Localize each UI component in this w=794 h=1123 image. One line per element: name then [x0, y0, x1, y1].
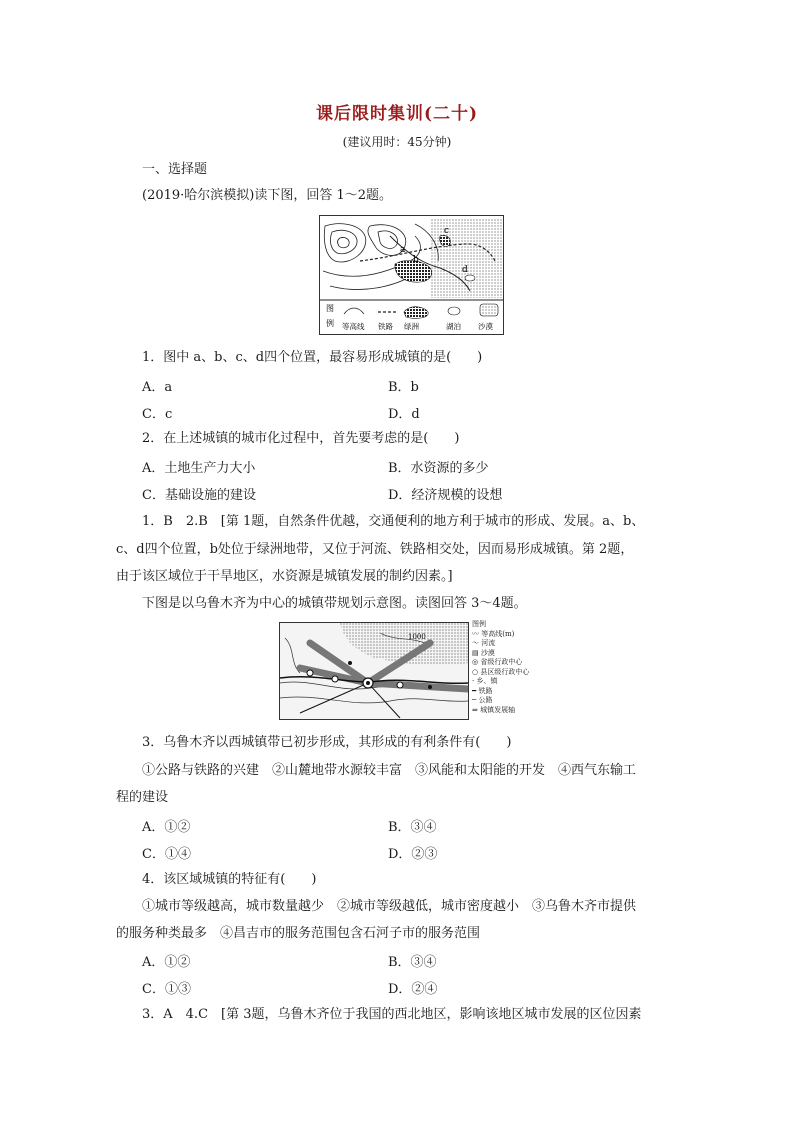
question-4-body-line2: 的服务种类最多 ④昌吉市的服务范围包含石河子市的服务范围 — [116, 926, 481, 941]
label-c: c — [444, 226, 450, 236]
question-3-stem: 3．乌鲁木齐以西城镇带已初步形成，其形成的有利条件有( ) — [142, 735, 512, 750]
answer-1-2-line2: c、d四个位置，b处位于绿洲地带，又位于河流、铁路相交处，因而易形成城镇。第 2题， — [116, 542, 634, 557]
desert-area — [430, 218, 502, 298]
oasis-map-figure — [319, 215, 504, 335]
page-subtitle: (建议用时：45分钟) — [342, 135, 452, 149]
legend-item-desert: ▤ 沙漠 — [472, 648, 495, 657]
urumqi-map-svg — [280, 623, 468, 719]
page-title: 课后限时集训(二十) — [315, 104, 479, 124]
legend-desert: 沙漠 — [478, 322, 493, 331]
q1-option-a[interactable]: A．a — [142, 380, 173, 395]
legend-label-top: 图 — [326, 304, 334, 313]
q4-option-a[interactable]: A．①② — [142, 955, 191, 970]
section-heading: 一、选择题 — [142, 162, 208, 177]
label-d: d — [462, 265, 468, 275]
legend-item-county: ○ 县区级行政中心 — [472, 667, 530, 676]
legend-oasis: 绿洲 — [404, 322, 419, 331]
q3-option-d[interactable]: D．②③ — [388, 847, 438, 862]
question-2-stem: 2．在上述城镇的城市化过程中，首先要考虑的是( ) — [142, 431, 460, 446]
legend-item-town: · 乡、镇 — [472, 677, 498, 685]
legend-item-railway: ━ 铁路 — [472, 686, 493, 695]
question-intro-3-4: 下图是以乌鲁木齐为中心的城镇带规划示意图。读图回答 3～4题。 — [142, 596, 527, 611]
legend-label-bottom: 例 — [326, 319, 334, 328]
legend-item-river: ～ 河流 — [472, 639, 496, 647]
legend-lake: 湖泊 — [446, 322, 461, 331]
legend-item-provincial: ◎ 省级行政中心 — [472, 658, 523, 666]
legend-lake-symbol — [448, 307, 460, 315]
q3-option-a[interactable]: A．①② — [142, 820, 191, 835]
legend-desert-symbol — [480, 304, 498, 316]
urumqi-map-legend — [472, 620, 552, 715]
q4-option-d[interactable]: D．②④ — [388, 982, 438, 997]
legend-item-axis: ⇒ 城镇发展轴 — [472, 705, 516, 714]
legend-oasis-symbol — [404, 307, 428, 319]
q2-option-a[interactable]: A．土地生产力大小 — [142, 461, 256, 476]
q4-option-b[interactable]: B．③④ — [388, 955, 437, 970]
town-2 — [348, 661, 352, 665]
question-3-body-line1: ①公路与铁路的兴建 ②山麓地带水源较丰富 ③风能和太阳能的开发 ④西气东输工 — [142, 763, 637, 778]
label-b: b — [413, 255, 419, 265]
q3-option-b[interactable]: B．③④ — [388, 820, 437, 835]
legend-heading: 图例 — [472, 620, 486, 628]
legend-railway: 铁路 — [378, 322, 393, 331]
question-4-body-line1: ①城市等级越高，城市数量越少 ②城市等级越低，城市密度越小 ③乌鲁木齐市提供 — [142, 899, 637, 914]
q2-option-d[interactable]: D．经济规模的设想 — [388, 488, 503, 503]
answer-1-2-line3: 由于该区域位于干旱地区，水资源是城镇发展的制约因素。] — [116, 569, 453, 584]
q1-option-d[interactable]: D．d — [388, 407, 420, 422]
q1-option-c[interactable]: C．c — [142, 407, 173, 422]
q4-option-c[interactable]: C．①③ — [142, 982, 191, 997]
contour-label: 1000 — [408, 633, 426, 641]
town-1 — [428, 685, 432, 689]
q2-option-b[interactable]: B．水资源的多少 — [388, 461, 489, 476]
question-3-body-line2: 程的建设 — [116, 790, 169, 805]
question-intro-1-2: (2019·哈尔滨模拟)读下图，回答 1～2题。 — [142, 188, 393, 203]
county-center-3 — [397, 682, 403, 688]
urumqi-map-figure — [279, 622, 469, 720]
answer-3-4-line1: 3．A 4.C [第 3题，乌鲁木齐位于我国的西北地区，影响该地区城市发展的区位因素 — [142, 1007, 642, 1022]
q2-option-c[interactable]: C．基础设施的建设 — [142, 488, 256, 503]
county-center-2 — [307, 670, 313, 676]
label-a: a — [400, 245, 406, 255]
q3-option-c[interactable]: C．①④ — [142, 847, 191, 862]
question-4-stem: 4．该区域城镇的特征有( ) — [142, 872, 317, 887]
question-1-stem: 1．图中 a、b、c、d四个位置，最容易形成城镇的是( ) — [142, 350, 483, 365]
q1-option-b[interactable]: B．b — [388, 380, 419, 395]
legend-item-road: ─ 公路 — [472, 696, 493, 704]
county-center-1 — [332, 676, 338, 682]
legend-item-contour: 〰 等高线(m) — [472, 629, 515, 638]
answer-1-2-line1: 1．B 2.B [第 1题，自然条件优越，交通便利的地方利于城市的形成、发展。a、b、 — [142, 514, 645, 529]
oasis-map-svg — [320, 216, 503, 334]
legend-contour: 等高线 — [342, 322, 365, 331]
legend-contour-symbol — [344, 308, 364, 314]
lake — [465, 275, 475, 281]
